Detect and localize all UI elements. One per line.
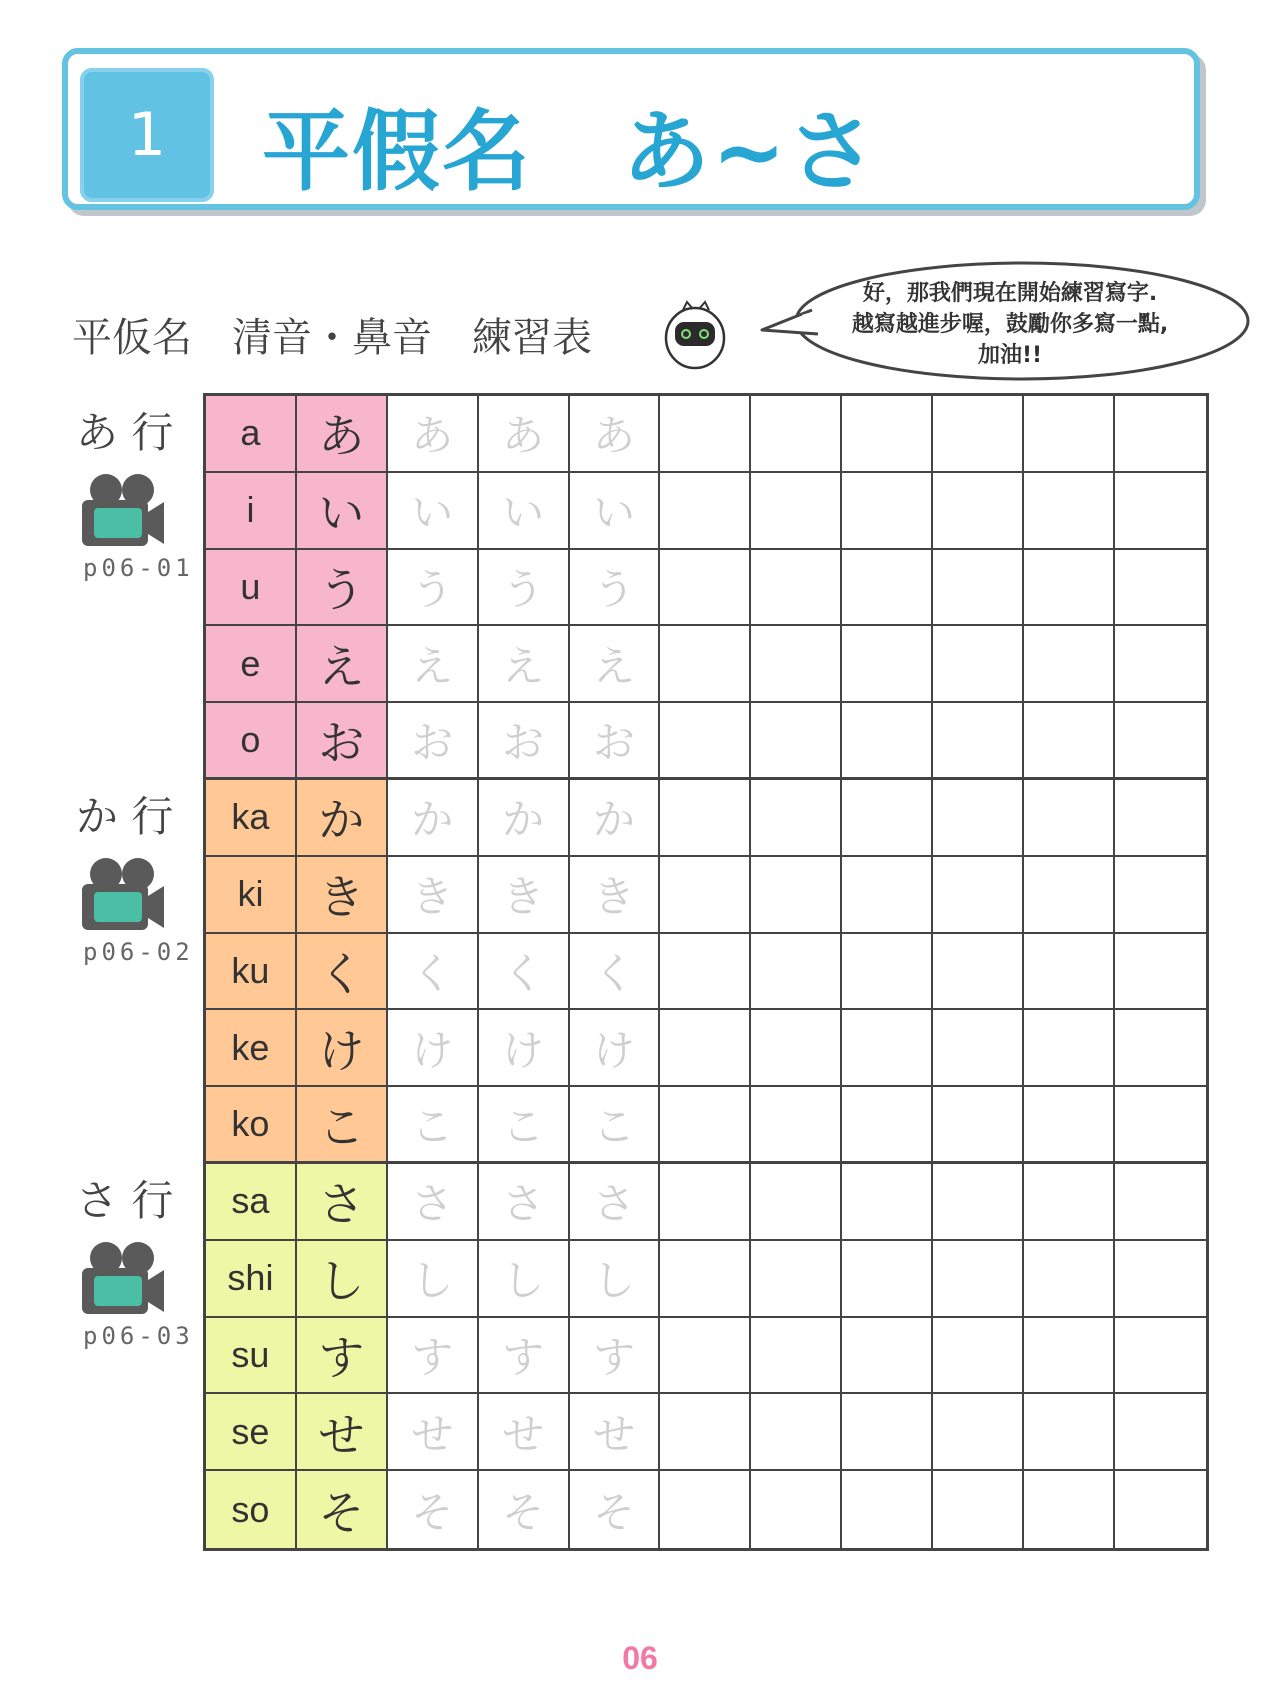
blank-practice-cell[interactable]: [660, 1318, 751, 1395]
trace-guide-kana: あ: [502, 411, 545, 461]
kana-model: く: [318, 946, 365, 1001]
trace-cell[interactable]: [388, 1394, 479, 1471]
trace-guide-kana: こ: [593, 1102, 636, 1152]
romaji-label: i: [246, 489, 255, 531]
trace-guide-kana: か: [593, 795, 636, 845]
bubble-line-3: 加油!!: [977, 343, 1043, 368]
trace-guide-kana: け: [502, 1025, 545, 1075]
trace-guide-kana: あ: [593, 411, 636, 461]
blank-practice-cell[interactable]: [842, 1318, 933, 1395]
trace-cell[interactable]: [388, 396, 479, 473]
trace-cell[interactable]: [388, 780, 479, 857]
trace-guide-kana: き: [411, 872, 454, 922]
blank-practice-cell[interactable]: [660, 1010, 751, 1087]
blank-practice-cell[interactable]: [1024, 1241, 1115, 1318]
blank-practice-cell[interactable]: [1115, 473, 1206, 550]
blank-practice-cell[interactable]: [751, 626, 842, 703]
blank-practice-cell[interactable]: [1115, 1471, 1206, 1548]
romaji-label: o: [240, 719, 261, 761]
trace-cell[interactable]: [388, 626, 479, 703]
romaji-cell: [206, 473, 297, 550]
trace-guide-kana: す: [502, 1332, 545, 1382]
blank-practice-cell[interactable]: [933, 1471, 1024, 1548]
romaji-cell: [206, 934, 297, 1011]
trace-guide-kana: こ: [411, 1102, 454, 1152]
kana-model: け: [318, 1023, 365, 1078]
blank-practice-cell[interactable]: [933, 1394, 1024, 1471]
trace-guide-kana: え: [411, 641, 454, 691]
kana-model: き: [318, 870, 365, 925]
trace-cell[interactable]: [388, 1164, 479, 1241]
romaji-cell: [206, 857, 297, 934]
trace-cell[interactable]: [570, 1471, 661, 1548]
romaji-label: su: [231, 1333, 270, 1375]
trace-cell[interactable]: [479, 396, 570, 473]
blank-practice-cell[interactable]: [933, 934, 1024, 1011]
trace-cell[interactable]: [388, 857, 479, 934]
page-title: 平假名 あ~さ: [262, 100, 878, 203]
trace-guide-kana: け: [593, 1025, 636, 1075]
robot-mascot-icon: [663, 300, 727, 370]
kana-cell: [297, 473, 388, 550]
trace-guide-kana: し: [593, 1256, 636, 1306]
trace-cell[interactable]: [479, 1087, 570, 1164]
blank-practice-cell[interactable]: [1115, 396, 1206, 473]
blank-practice-cell[interactable]: [660, 703, 751, 780]
blank-practice-cell[interactable]: [842, 780, 933, 857]
group-label-ka: か 行: [76, 792, 174, 841]
romaji-cell: [206, 1087, 297, 1164]
trace-guide-kana: そ: [502, 1487, 545, 1537]
blank-practice-cell[interactable]: [842, 396, 933, 473]
blank-practice-cell[interactable]: [660, 780, 751, 857]
blank-practice-cell[interactable]: [842, 857, 933, 934]
romaji-label: ko: [231, 1103, 270, 1145]
kana-cell: [297, 396, 388, 473]
blank-practice-cell[interactable]: [1024, 780, 1115, 857]
video-code-ka: p06-02: [83, 938, 194, 966]
blank-practice-cell[interactable]: [1115, 550, 1206, 627]
trace-guide-kana: さ: [502, 1179, 545, 1229]
trace-guide-kana: す: [593, 1332, 636, 1382]
trace-guide-kana: お: [411, 718, 454, 768]
blank-practice-cell[interactable]: [660, 1394, 751, 1471]
kana-model: う: [318, 562, 365, 617]
trace-cell[interactable]: [388, 1087, 479, 1164]
trace-cell[interactable]: [388, 473, 479, 550]
blank-practice-cell[interactable]: [1024, 1394, 1115, 1471]
romaji-label: se: [231, 1410, 270, 1452]
blank-practice-cell[interactable]: [660, 934, 751, 1011]
trace-guide-kana: き: [502, 872, 545, 922]
blank-practice-cell[interactable]: [1024, 703, 1115, 780]
trace-guide-kana: い: [502, 488, 545, 538]
blank-practice-cell[interactable]: [751, 473, 842, 550]
trace-guide-kana: そ: [593, 1487, 636, 1537]
trace-cell[interactable]: [388, 703, 479, 780]
blank-practice-cell[interactable]: [933, 1241, 1024, 1318]
blank-practice-cell[interactable]: [842, 934, 933, 1011]
trace-cell[interactable]: [388, 1471, 479, 1548]
trace-cell[interactable]: [479, 1241, 570, 1318]
trace-cell[interactable]: [570, 1164, 661, 1241]
blank-practice-cell[interactable]: [1115, 1164, 1206, 1241]
romaji-cell: [206, 550, 297, 627]
trace-guide-kana: せ: [411, 1409, 454, 1459]
trace-guide-kana: え: [593, 641, 636, 691]
trace-cell[interactable]: [388, 934, 479, 1011]
trace-guide-kana: く: [411, 948, 454, 998]
blank-practice-cell[interactable]: [660, 1164, 751, 1241]
page-number: 06: [622, 1640, 658, 1676]
blank-practice-cell[interactable]: [1024, 1087, 1115, 1164]
romaji-cell: [206, 396, 297, 473]
trace-guide-kana: せ: [502, 1409, 545, 1459]
trace-cell[interactable]: [479, 934, 570, 1011]
kana-cell: [297, 1010, 388, 1087]
trace-guide-kana: い: [411, 488, 454, 538]
kana-model: か: [318, 793, 365, 848]
romaji-label: e: [240, 642, 261, 684]
blank-practice-cell[interactable]: [933, 473, 1024, 550]
romaji-cell: [206, 626, 297, 703]
blank-practice-cell[interactable]: [1024, 857, 1115, 934]
blank-practice-cell[interactable]: [751, 1394, 842, 1471]
blank-practice-cell[interactable]: [751, 1318, 842, 1395]
trace-cell[interactable]: [388, 1241, 479, 1318]
video-camera-icon[interactable]: [80, 856, 166, 932]
romaji-cell: [206, 780, 297, 857]
trace-guide-kana: あ: [411, 411, 454, 461]
blank-practice-cell[interactable]: [660, 1087, 751, 1164]
kana-model: さ: [318, 1177, 365, 1232]
blank-practice-cell[interactable]: [933, 857, 1024, 934]
blank-practice-cell[interactable]: [751, 1471, 842, 1548]
blank-practice-cell[interactable]: [751, 857, 842, 934]
blank-practice-cell[interactable]: [751, 396, 842, 473]
trace-guide-kana: お: [502, 718, 545, 768]
trace-cell[interactable]: [388, 550, 479, 627]
trace-guide-kana: し: [502, 1256, 545, 1306]
blank-practice-cell[interactable]: [933, 550, 1024, 627]
trace-cell[interactable]: [570, 626, 661, 703]
romaji-label: a: [240, 412, 261, 454]
trace-cell[interactable]: [570, 1087, 661, 1164]
romaji-cell: [206, 1471, 297, 1548]
kana-model: え: [318, 639, 365, 694]
group-label-a: あ 行: [76, 408, 174, 457]
trace-guide-kana: そ: [411, 1487, 454, 1537]
blank-practice-cell[interactable]: [1115, 857, 1206, 934]
kana-model: し: [318, 1254, 365, 1309]
romaji-cell: [206, 1394, 297, 1471]
trace-guide-kana: け: [411, 1025, 454, 1075]
trace-guide-kana: う: [593, 564, 636, 614]
practice-grid: [203, 393, 1209, 1551]
blank-practice-cell[interactable]: [660, 1241, 751, 1318]
trace-cell[interactable]: [479, 1164, 570, 1241]
trace-cell[interactable]: [570, 703, 661, 780]
blank-practice-cell[interactable]: [842, 1164, 933, 1241]
trace-cell[interactable]: [479, 780, 570, 857]
blank-practice-cell[interactable]: [842, 1471, 933, 1548]
blank-practice-cell[interactable]: [933, 703, 1024, 780]
blank-practice-cell[interactable]: [751, 1164, 842, 1241]
kana-cell: [297, 857, 388, 934]
trace-cell[interactable]: [570, 473, 661, 550]
kana-cell: [297, 1241, 388, 1318]
kana-model: お: [318, 716, 365, 771]
trace-cell[interactable]: [570, 550, 661, 627]
kana-cell: [297, 1318, 388, 1395]
trace-guide-kana: く: [502, 948, 545, 998]
romaji-label: u: [240, 565, 261, 607]
trace-guide-kana: お: [593, 718, 636, 768]
kana-cell: [297, 550, 388, 627]
trace-cell[interactable]: [479, 1318, 570, 1395]
blank-practice-cell[interactable]: [1024, 626, 1115, 703]
blank-practice-cell[interactable]: [842, 1087, 933, 1164]
romaji-label: ki: [237, 873, 264, 915]
blank-practice-cell[interactable]: [751, 934, 842, 1011]
romaji-label: shi: [227, 1257, 274, 1299]
blank-practice-cell[interactable]: [1115, 626, 1206, 703]
blank-practice-cell[interactable]: [933, 626, 1024, 703]
blank-practice-cell[interactable]: [933, 1010, 1024, 1087]
blank-practice-cell[interactable]: [751, 1010, 842, 1087]
kana-cell: [297, 1164, 388, 1241]
trace-guide-kana: こ: [502, 1102, 545, 1152]
kana-cell: [297, 1394, 388, 1471]
blank-practice-cell[interactable]: [751, 550, 842, 627]
blank-practice-cell[interactable]: [842, 1010, 933, 1087]
romaji-label: ka: [231, 796, 270, 838]
trace-guide-kana: い: [593, 488, 636, 538]
blank-practice-cell[interactable]: [1024, 396, 1115, 473]
romaji-label: ku: [231, 949, 270, 991]
blank-practice-cell[interactable]: [933, 1318, 1024, 1395]
blank-practice-cell[interactable]: [1024, 1010, 1115, 1087]
blank-practice-cell[interactable]: [660, 473, 751, 550]
trace-guide-kana: か: [411, 795, 454, 845]
trace-cell[interactable]: [570, 1394, 661, 1471]
trace-cell[interactable]: [570, 396, 661, 473]
blank-practice-cell[interactable]: [660, 1471, 751, 1548]
blank-practice-cell[interactable]: [1024, 550, 1115, 627]
trace-cell[interactable]: [570, 1318, 661, 1395]
bubble-line-2: 越寫越進步喔，鼓勵你多寫一點,: [851, 312, 1169, 337]
trace-cell[interactable]: [479, 1394, 570, 1471]
romaji-cell: [206, 1318, 297, 1395]
romaji-label: so: [231, 1488, 270, 1530]
blank-practice-cell[interactable]: [660, 396, 751, 473]
blank-practice-cell[interactable]: [842, 473, 933, 550]
kana-cell: [297, 934, 388, 1011]
blank-practice-cell[interactable]: [933, 396, 1024, 473]
trace-guide-kana: う: [411, 564, 454, 614]
blank-practice-cell[interactable]: [1115, 1010, 1206, 1087]
blank-practice-cell[interactable]: [751, 1087, 842, 1164]
trace-cell[interactable]: [479, 473, 570, 550]
kana-cell: [297, 1087, 388, 1164]
blank-practice-cell[interactable]: [1115, 780, 1206, 857]
trace-cell[interactable]: [570, 857, 661, 934]
blank-practice-cell[interactable]: [1024, 1318, 1115, 1395]
trace-cell[interactable]: [479, 626, 570, 703]
lesson-number-badge: 1: [80, 68, 214, 202]
blank-practice-cell[interactable]: [1024, 934, 1115, 1011]
blank-practice-cell[interactable]: [1115, 1318, 1206, 1395]
kana-model: い: [318, 486, 365, 541]
trace-cell[interactable]: [479, 1471, 570, 1548]
trace-cell[interactable]: [479, 703, 570, 780]
kana-cell: [297, 780, 388, 857]
trace-guide-kana: き: [593, 872, 636, 922]
blank-practice-cell[interactable]: [933, 1164, 1024, 1241]
speech-bubble-text: [790, 278, 1230, 371]
video-camera-icon[interactable]: [80, 472, 166, 548]
trace-cell[interactable]: [570, 1010, 661, 1087]
trace-cell[interactable]: [570, 1241, 661, 1318]
trace-guide-kana: え: [502, 641, 545, 691]
group-label-sa: さ 行: [76, 1176, 174, 1225]
blank-practice-cell[interactable]: [842, 1394, 933, 1471]
blank-practice-cell[interactable]: [660, 550, 751, 627]
trace-guide-kana: う: [502, 564, 545, 614]
romaji-cell: [206, 703, 297, 780]
romaji-cell: [206, 1241, 297, 1318]
trace-guide-kana: す: [411, 1332, 454, 1382]
kana-cell: [297, 1471, 388, 1548]
blank-practice-cell[interactable]: [842, 703, 933, 780]
trace-cell[interactable]: [570, 780, 661, 857]
kana-model: そ: [318, 1485, 365, 1540]
blank-practice-cell[interactable]: [1024, 473, 1115, 550]
trace-cell[interactable]: [479, 1010, 570, 1087]
blank-practice-cell[interactable]: [660, 857, 751, 934]
bubble-line-1: 好，那我們現在開始練習寫字.: [862, 281, 1158, 306]
blank-practice-cell[interactable]: [842, 626, 933, 703]
romaji-label: sa: [231, 1180, 270, 1222]
trace-guide-kana: さ: [411, 1179, 454, 1229]
blank-practice-cell[interactable]: [1115, 934, 1206, 1011]
trace-cell[interactable]: [479, 857, 570, 934]
blank-practice-cell[interactable]: [1024, 1164, 1115, 1241]
romaji-cell: [206, 1010, 297, 1087]
kana-cell: [297, 626, 388, 703]
blank-practice-cell[interactable]: [842, 550, 933, 627]
video-code-sa: p06-03: [83, 1322, 194, 1350]
blank-practice-cell[interactable]: [933, 780, 1024, 857]
romaji-cell: [206, 1164, 297, 1241]
video-code-a: p06-01: [83, 554, 194, 582]
blank-practice-cell[interactable]: [751, 780, 842, 857]
blank-practice-cell[interactable]: [660, 626, 751, 703]
blank-practice-cell[interactable]: [1115, 703, 1206, 780]
trace-cell[interactable]: [388, 1010, 479, 1087]
blank-practice-cell[interactable]: [933, 1087, 1024, 1164]
blank-practice-cell[interactable]: [751, 703, 842, 780]
kana-model: す: [318, 1330, 365, 1385]
trace-guide-kana: く: [593, 948, 636, 998]
kana-model: せ: [318, 1407, 365, 1462]
trace-guide-kana: し: [411, 1256, 454, 1306]
kana-cell: [297, 703, 388, 780]
trace-guide-kana: せ: [593, 1409, 636, 1459]
romaji-label: ke: [231, 1026, 270, 1068]
trace-guide-kana: か: [502, 795, 545, 845]
trace-cell[interactable]: [479, 550, 570, 627]
blank-practice-cell[interactable]: [1115, 1241, 1206, 1318]
kana-model: あ: [318, 409, 365, 464]
video-camera-icon[interactable]: [80, 1240, 166, 1316]
blank-practice-cell[interactable]: [842, 1241, 933, 1318]
blank-practice-cell[interactable]: [1115, 1394, 1206, 1471]
trace-guide-kana: さ: [593, 1179, 636, 1229]
kana-model: こ: [318, 1100, 365, 1155]
trace-cell[interactable]: [570, 934, 661, 1011]
worksheet-subtitle: 平仮名 清音・鼻音 練習表: [72, 315, 592, 361]
blank-practice-cell[interactable]: [1115, 1087, 1206, 1164]
blank-practice-cell[interactable]: [1024, 1471, 1115, 1548]
blank-practice-cell[interactable]: [751, 1241, 842, 1318]
trace-cell[interactable]: [388, 1318, 479, 1395]
